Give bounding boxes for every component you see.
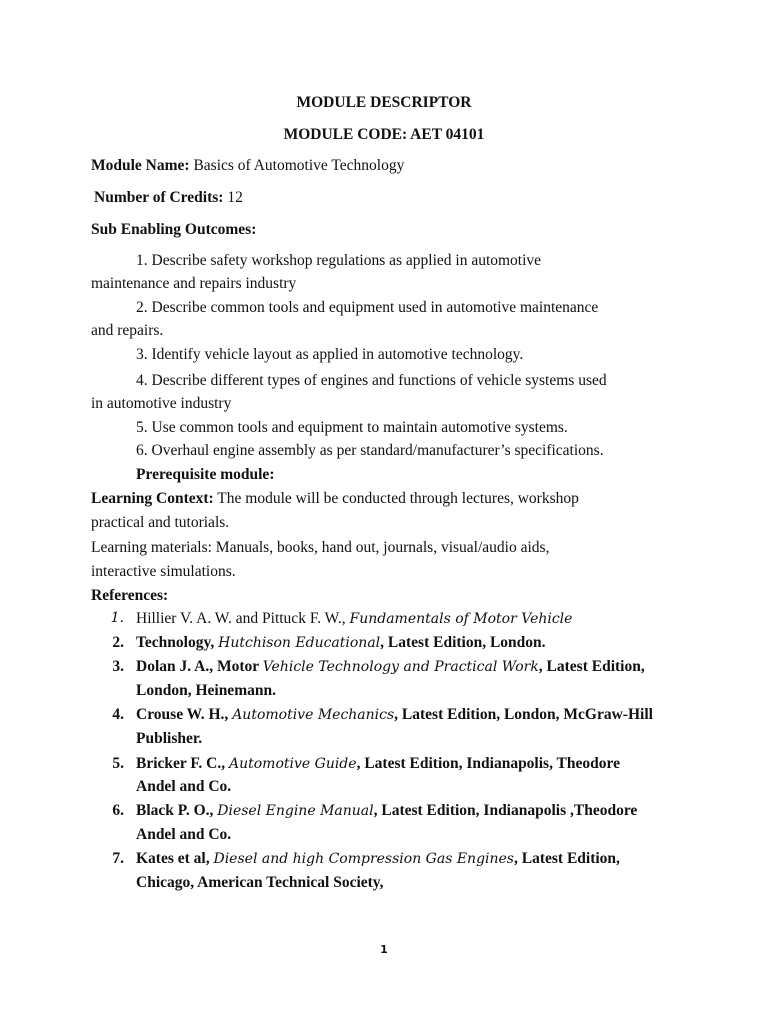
- reference-item-cont: Andel and Co.: [136, 826, 232, 843]
- reference-authors: Black P. O.,: [136, 802, 218, 819]
- reference-title: Automotive Guide: [229, 756, 357, 772]
- outcome-item: 3. Identify vehicle layout as applied in automotive technology.: [136, 346, 524, 363]
- reference-item: [136, 610, 572, 628]
- outcome-item: 1. Describe safety workshop regulations as applied in automotive: [136, 252, 542, 269]
- learning-context-cont: practical and tutorials.: [91, 514, 230, 531]
- learning-materials-cont: interactive simulations.: [91, 563, 236, 580]
- reference-authors: Crouse W. H.,: [136, 706, 233, 723]
- module-name-value: Basics of Automotive Technology: [193, 157, 405, 174]
- reference-item: [136, 658, 645, 676]
- reference-authors: Technology,: [136, 634, 219, 651]
- reference-authors: Hillier V. A. W. and Pittuck F. W.,: [136, 610, 350, 627]
- reference-number: 3.: [112, 658, 124, 675]
- learning-materials-text: Learning materials: Manuals, books, hand out, journals, visual/audio aids,: [91, 539, 550, 556]
- reference-item: [136, 850, 620, 868]
- outcome-item: 4. Describe different types of engines and functions of vehicle systems used: [136, 372, 607, 389]
- reference-number: 2.: [112, 634, 124, 651]
- reference-number: 6.: [112, 802, 124, 819]
- reference-publisher: , Latest Edition, London, McGraw-Hill: [394, 706, 653, 723]
- reference-authors: Kates et al,: [136, 850, 214, 867]
- reference-item: [136, 706, 653, 724]
- reference-item-cont: London, Heinemann.: [136, 682, 276, 699]
- reference-title: Vehicle Technology and Practical Work: [262, 659, 539, 675]
- module-code: MODULE CODE: AET 04101: [283, 126, 485, 143]
- reference-number: 5.: [112, 755, 124, 772]
- reference-number: 1.: [110, 610, 124, 626]
- module-name-label: Module Name:: [91, 157, 190, 174]
- reference-title: Diesel Engine Manual: [217, 803, 374, 819]
- reference-authors: Bricker F. C.,: [136, 755, 229, 772]
- reference-title: Diesel and high Compression Gas Engines: [213, 851, 514, 867]
- credits-label: Number of Credits:: [94, 189, 224, 206]
- document-title: MODULE DESCRIPTOR: [296, 94, 472, 111]
- reference-title: Automotive Mechanics: [232, 707, 395, 723]
- learning-context-row: [91, 490, 579, 508]
- credits-row: [94, 189, 243, 207]
- outcome-item: 6. Overhaul engine assembly as per standard/manufacturer’s specifications.: [136, 442, 604, 459]
- reference-title: Fundamentals of Motor Vehicle: [349, 611, 573, 627]
- prerequisite-heading: Prerequisite module:: [136, 466, 275, 483]
- reference-item-cont: Andel and Co.: [136, 778, 232, 795]
- credits-value: 12: [227, 189, 243, 206]
- outcome-item-cont: maintenance and repairs industry: [91, 275, 297, 292]
- reference-publisher: , Latest Edition, Indianapolis, Theodore: [356, 755, 620, 772]
- page-number: 1: [380, 943, 388, 956]
- module-name-row: [91, 157, 404, 175]
- reference-title: Hutchison Educational: [218, 635, 381, 651]
- outcome-item-cont: and repairs.: [91, 322, 164, 339]
- reference-item: [136, 634, 546, 652]
- outcome-item: 5. Use common tools and equipment to maintain automotive systems.: [136, 419, 568, 436]
- outcome-item: 2. Describe common tools and equipment used in automotive maintenance: [136, 299, 599, 316]
- sub-enabling-outcomes-heading: Sub Enabling Outcomes:: [91, 221, 257, 238]
- reference-item: [136, 802, 637, 820]
- reference-number: 7.: [112, 850, 124, 867]
- learning-context-text: The module will be conducted through lectures, workshop: [213, 490, 579, 507]
- reference-number: 4.: [112, 706, 124, 723]
- reference-publisher: , Latest Edition, London.: [380, 634, 546, 651]
- reference-item: [136, 755, 620, 773]
- reference-item-cont: Chicago, American Technical Society,: [136, 874, 384, 891]
- reference-item-cont: Publisher.: [136, 730, 203, 747]
- outcome-item-cont: in automotive industry: [91, 395, 232, 412]
- reference-publisher: , Latest Edition,: [538, 658, 645, 675]
- references-heading: References:: [91, 587, 169, 604]
- reference-publisher: , Latest Edition,: [514, 850, 620, 867]
- reference-publisher: , Latest Edition, Indianapolis ,Theodore: [373, 802, 638, 819]
- reference-authors: Dolan J. A., Motor: [136, 658, 263, 675]
- learning-context-label: Learning Context:: [91, 490, 214, 507]
